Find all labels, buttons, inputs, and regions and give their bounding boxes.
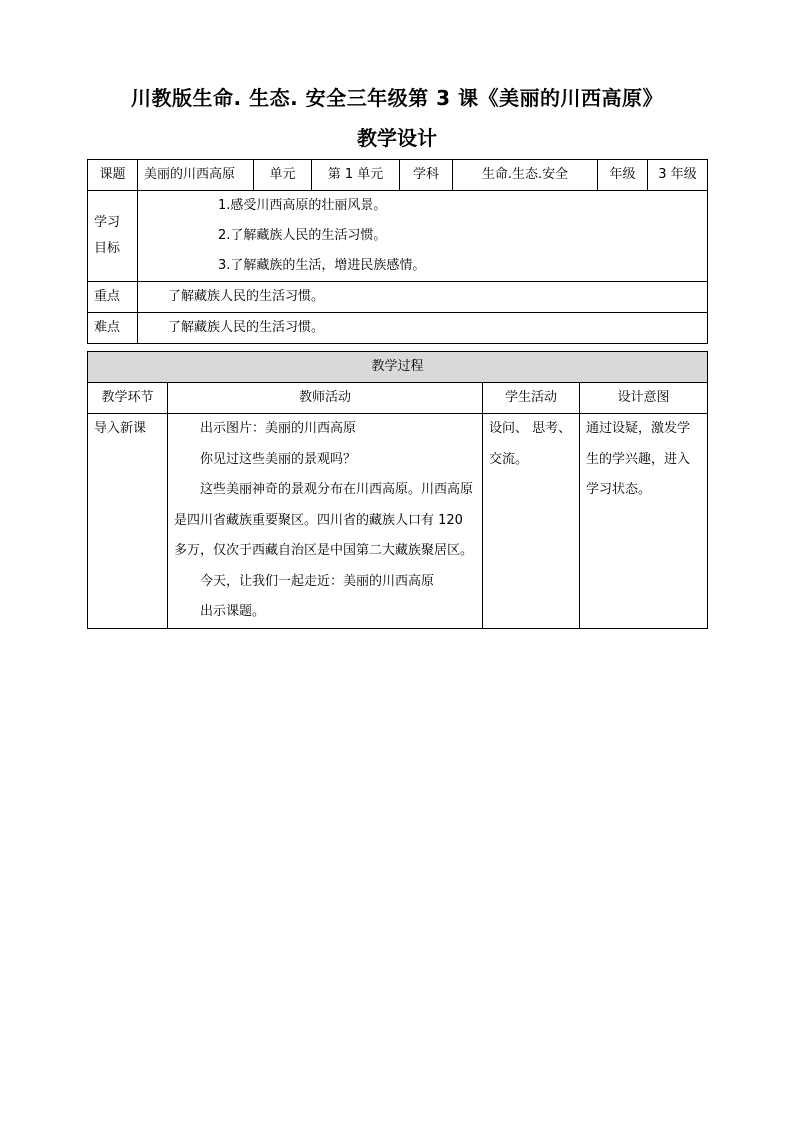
topic-label: 课题	[88, 160, 138, 191]
teacher-paragraph: 出示图片：美丽的川西高原	[200, 421, 357, 436]
design-intent-text: 通过设疑，激发学生的学兴趣，进入学习状态。	[586, 421, 691, 497]
key-point-value: 了解藏族人民的生活习惯。	[138, 282, 708, 313]
unit-value: 第 1 单元	[312, 160, 400, 191]
column-student: 学生活动	[483, 383, 580, 414]
process-header-row	[88, 352, 708, 383]
goals-label	[88, 191, 138, 282]
goals-label-line1: 学习	[94, 215, 121, 230]
process-columns-row	[88, 383, 708, 414]
info-row	[88, 160, 708, 191]
teacher-paragraph: 你见过这些美丽的景观吗？	[200, 451, 357, 467]
teacher-paragraph: 出示课题。	[200, 604, 266, 619]
goals-label-line2: 目标	[94, 241, 121, 256]
process-header: 教学过程	[88, 352, 708, 383]
student-activity-text: 设问、 思考、交流。	[489, 421, 572, 467]
difficulty-row	[88, 313, 708, 344]
document-title: 川教版生命. 生态. 安全三年级第 3 课《美丽的川西高原》	[131, 86, 663, 110]
goal-item: 3.了解藏族的生活，增进民族感情。	[218, 258, 426, 273]
teacher-activity-cell	[168, 414, 483, 629]
goal-item: 1.感受川西高原的壮丽风景。	[218, 198, 387, 213]
key-point-row	[88, 282, 708, 313]
design-intent-cell	[580, 414, 708, 629]
subject-label: 学科	[400, 160, 453, 191]
student-activity-cell	[483, 414, 580, 629]
topic-value: 美丽的川西高原	[138, 160, 254, 191]
column-stage: 教学环节	[88, 383, 168, 414]
subject-value: 生命.生态.安全	[453, 160, 598, 191]
key-point-label: 重点	[88, 282, 138, 313]
difficulty-value: 了解藏族人民的生活习惯。	[138, 313, 708, 344]
teacher-paragraph: 今天，让我们一起走近：美丽的川西高原	[200, 573, 435, 589]
goals-row	[88, 191, 708, 282]
teaching-process-table	[87, 351, 708, 629]
difficulty-label: 难点	[88, 313, 138, 344]
teacher-paragraph: 这些美丽神奇的景观分布在川西高原。川西高原是四川省藏族重要聚区。四川省的藏族人口有 120 多万，仅次于西藏自治区是中国第二大藏族聚居区。	[174, 482, 474, 558]
stage-cell: 导入新课	[88, 414, 168, 629]
grade-value: 3 年级	[648, 160, 708, 191]
unit-label: 单元	[254, 160, 312, 191]
grade-label: 年级	[598, 160, 648, 191]
document-subtitle: 教学设计	[357, 126, 437, 150]
column-teacher: 教师活动	[168, 383, 483, 414]
goal-item: 2.了解藏族人民的生活习惯。	[218, 228, 387, 243]
column-intent: 设计意图	[580, 383, 708, 414]
goals-content	[138, 191, 708, 282]
lesson-info-table	[87, 159, 708, 344]
process-row	[88, 414, 708, 629]
